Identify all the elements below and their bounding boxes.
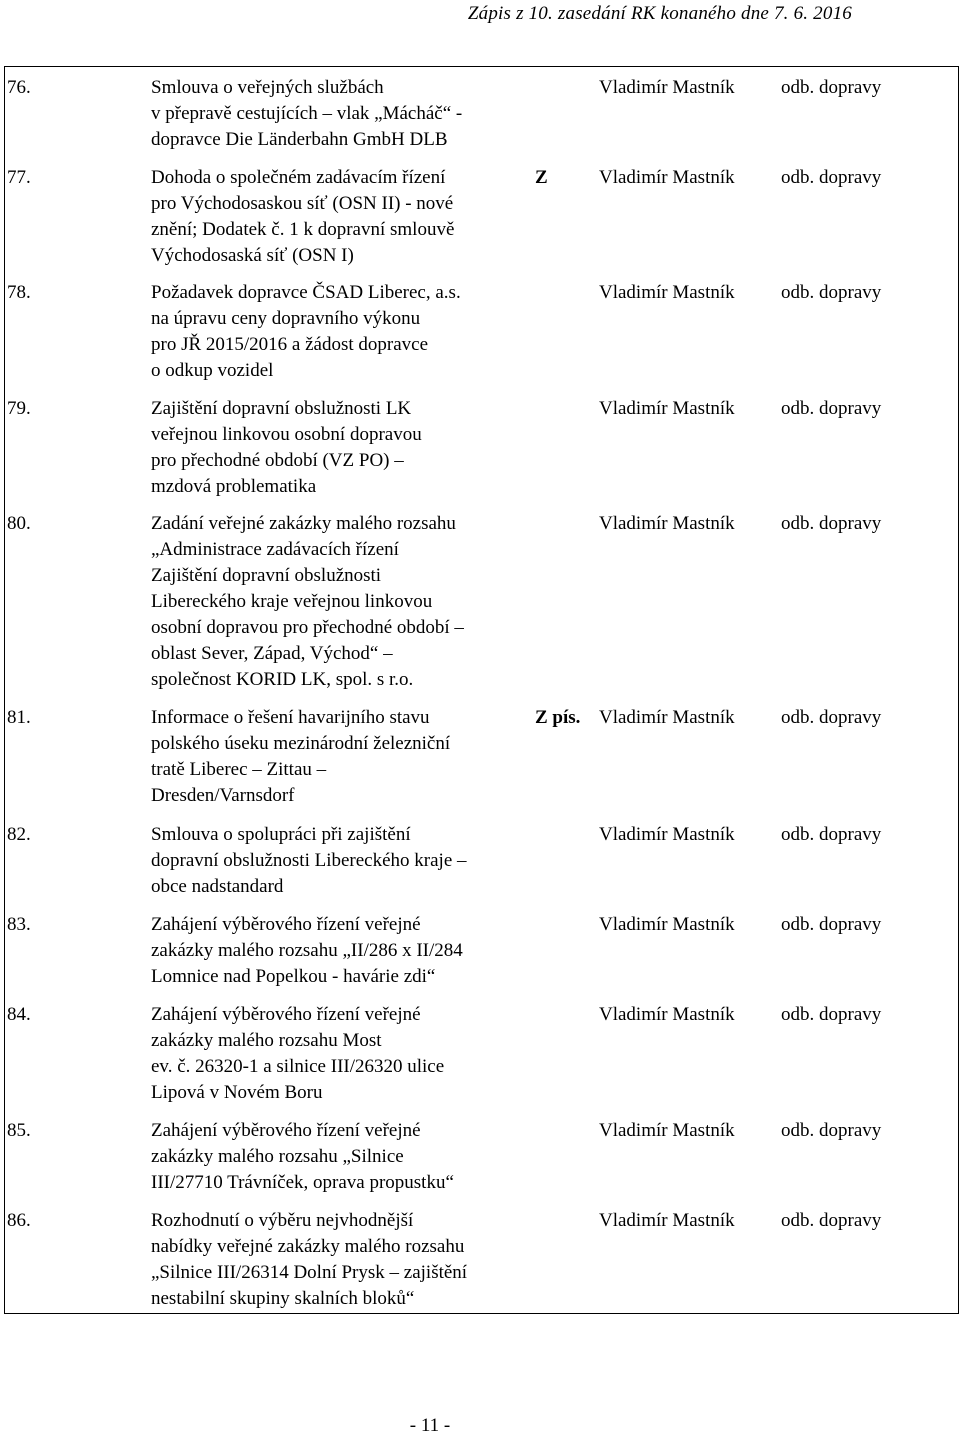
- item-number: 85.: [7, 1120, 31, 1141]
- document-header: Zápis z 10. zasedání RK konaného dne 7. 6. 2016: [467, 3, 852, 24]
- item-description-line: o odkup vozidel: [151, 360, 274, 381]
- item-department: odb. dopravy: [781, 167, 882, 188]
- item-description-line: Zahájení výběrového řízení veřejné: [151, 1120, 421, 1141]
- item-presenter: Vladimír Mastník: [599, 77, 735, 98]
- item-presenter: Vladimír Mastník: [599, 914, 735, 935]
- item-number: 81.: [7, 707, 31, 728]
- item-number: 76.: [7, 77, 31, 98]
- item-presenter: Vladimír Mastník: [599, 282, 735, 303]
- item-department: odb. dopravy: [781, 513, 882, 534]
- item-description-line: polského úseku mezinárodní železniční: [151, 733, 451, 754]
- item-description: [151, 1118, 531, 1196]
- item-description: [151, 1002, 531, 1106]
- item-description-line: na úpravu ceny dopravního výkonu: [151, 308, 421, 329]
- item-number: 78.: [7, 282, 31, 303]
- item-flag: Z pís.: [535, 707, 581, 728]
- item-presenter: Vladimír Mastník: [599, 398, 735, 419]
- item-description: [151, 912, 531, 990]
- item-description-line: ev. č. 26320-1 a silnice III/26320 ulice: [151, 1056, 445, 1077]
- item-description-line: nestabilní skupiny skalních bloků“: [151, 1288, 415, 1309]
- item-presenter: Vladimír Mastník: [599, 167, 735, 188]
- item-department: odb. dopravy: [781, 1120, 882, 1141]
- item-description-line: nabídky veřejné zakázky malého rozsahu: [151, 1236, 465, 1257]
- item-description-line: veřejnou linkovou osobní dopravou: [151, 424, 422, 445]
- item-description-line: III/27710 Trávníček, oprava propustku“: [151, 1172, 454, 1193]
- item-description-line: Libereckého kraje veřejnou linkovou: [151, 591, 433, 612]
- item-description: [151, 165, 531, 269]
- item-department: odb. dopravy: [781, 282, 882, 303]
- item-description: [151, 396, 531, 500]
- item-description-line: Smlouva o veřejných službách: [151, 77, 384, 98]
- item-description-line: „Silnice III/26314 Dolní Prysk – zajištění: [151, 1262, 468, 1283]
- item-description-line: oblast Sever, Západ, Východ“ –: [151, 643, 393, 664]
- item-flag: Z: [535, 167, 548, 188]
- item-description-line: Zajištění dopravní obslužnosti: [151, 565, 382, 586]
- item-description-line: Rozhodnutí o výběru nejvhodnější: [151, 1210, 414, 1231]
- item-description-line: Informace o řešení havarijního stavu: [151, 707, 430, 728]
- page-number: - 11 -: [409, 1415, 451, 1436]
- item-number: 86.: [7, 1210, 31, 1231]
- item-description-line: Dresden/Varnsdorf: [151, 785, 295, 806]
- item-description-line: Zahájení výběrového řízení veřejné: [151, 1004, 421, 1025]
- item-description-line: pro Východosaskou síť (OSN II) - nové: [151, 193, 454, 214]
- item-department: odb. dopravy: [781, 824, 882, 845]
- item-description-line: pro JŘ 2015/2016 a žádost dopravce: [151, 334, 429, 355]
- item-description-line: dopravce Die Länderbahn GmbH DLB: [151, 129, 448, 150]
- item-description: [151, 75, 531, 153]
- item-description-line: Lipová v Novém Boru: [151, 1082, 323, 1103]
- item-number: 82.: [7, 824, 31, 845]
- item-number: 77.: [7, 167, 31, 188]
- item-description-line: společnost KORID LK, spol. s r.o.: [151, 669, 414, 690]
- agenda-table: [4, 66, 959, 1314]
- item-description-line: Zajištění dopravní obslužnosti LK: [151, 398, 412, 419]
- item-description-line: Lomnice nad Popelkou - havárie zdi“: [151, 966, 436, 987]
- item-number: 83.: [7, 914, 31, 935]
- item-description: [151, 705, 531, 809]
- item-description: [151, 511, 531, 693]
- item-description-line: znění; Dodatek č. 1 k dopravní smlouvě: [151, 219, 455, 240]
- item-description-line: pro přechodné období (VZ PO) –: [151, 450, 404, 471]
- item-presenter: Vladimír Mastník: [599, 707, 735, 728]
- item-description-line: mzdová problematika: [151, 476, 317, 497]
- item-department: odb. dopravy: [781, 398, 882, 419]
- item-description: [151, 280, 531, 384]
- item-department: odb. dopravy: [781, 1004, 882, 1025]
- item-description-line: „Administrace zadávacích řízení: [151, 539, 399, 560]
- item-description-line: dopravní obslužnosti Libereckého kraje –: [151, 850, 467, 871]
- item-number: 84.: [7, 1004, 31, 1025]
- item-department: odb. dopravy: [781, 77, 882, 98]
- item-description-line: v přepravě cestujících – vlak „Mácháč“ -: [151, 103, 463, 124]
- item-description: [151, 822, 531, 900]
- item-presenter: Vladimír Mastník: [599, 824, 735, 845]
- item-description-line: osobní dopravou pro přechodné období –: [151, 617, 464, 638]
- item-description-line: Dohoda o společném zadávacím řízení: [151, 167, 446, 188]
- item-department: odb. dopravy: [781, 1210, 882, 1231]
- item-description-line: zakázky malého rozsahu „II/286 x II/284: [151, 940, 463, 961]
- item-description: [151, 1208, 531, 1312]
- item-presenter: Vladimír Mastník: [599, 1210, 735, 1231]
- item-number: 80.: [7, 513, 31, 534]
- item-presenter: Vladimír Mastník: [599, 513, 735, 534]
- item-description-line: tratě Liberec – Zittau –: [151, 759, 327, 780]
- item-presenter: Vladimír Mastník: [599, 1120, 735, 1141]
- item-number: 79.: [7, 398, 31, 419]
- item-description-line: Požadavek dopravce ČSAD Liberec, a.s.: [151, 282, 461, 303]
- item-description-line: Smlouva o spolupráci při zajištění: [151, 824, 411, 845]
- item-presenter: Vladimír Mastník: [599, 1004, 735, 1025]
- item-description-line: Východosaská síť (OSN I): [151, 245, 354, 266]
- item-description-line: Zahájení výběrového řízení veřejné: [151, 914, 421, 935]
- item-description-line: obce nadstandard: [151, 876, 284, 897]
- item-description-line: zakázky malého rozsahu Most: [151, 1030, 382, 1051]
- item-department: odb. dopravy: [781, 914, 882, 935]
- item-description-line: Zadání veřejné zakázky malého rozsahu: [151, 513, 456, 534]
- item-department: odb. dopravy: [781, 707, 882, 728]
- item-description-line: zakázky malého rozsahu „Silnice: [151, 1146, 404, 1167]
